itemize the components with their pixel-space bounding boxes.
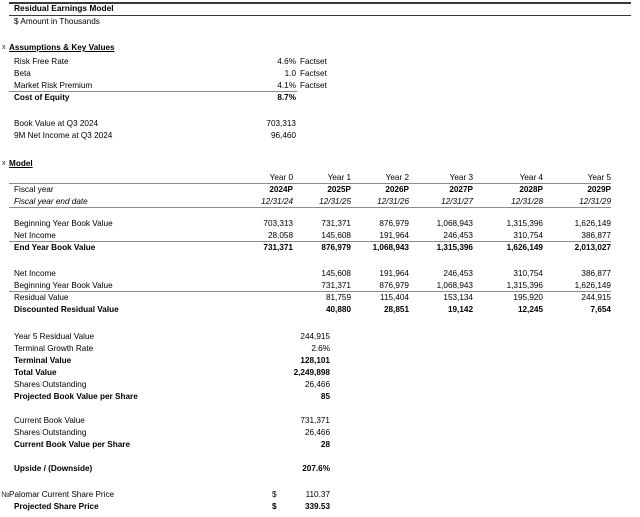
cell-ni2-4: 310,754 xyxy=(513,269,543,278)
table-row xyxy=(0,242,640,254)
row-value-market-risk-premium: 4.1% xyxy=(277,81,296,90)
cell-end-bv-3: 1,315,396 xyxy=(436,243,473,252)
row-value-current-book-value-per-share: 28 xyxy=(320,440,330,449)
row-value-cost-of-equity: 8.7% xyxy=(277,93,296,102)
table-row xyxy=(0,118,640,130)
row-label-current-book-value-per-share: Current Book Value per Share xyxy=(14,440,131,449)
cell-rv-4: 195,920 xyxy=(513,293,543,302)
cell-begin-bv-5: 1,626,149 xyxy=(574,219,611,228)
cell-begin-bv-2: 876,979 xyxy=(379,219,409,228)
row-source-market-risk-premium: Factset xyxy=(300,81,327,90)
row-label-shares-outstanding-1: Shares Outstanding xyxy=(14,380,87,389)
cell-fiscal-year-end-4: 12/31/28 xyxy=(511,197,543,206)
table-row xyxy=(0,355,640,367)
table-row xyxy=(0,56,640,68)
row-value-projected-share-price: 339.53 xyxy=(304,502,330,511)
cell-ni1-5: 386,877 xyxy=(581,231,611,240)
row-value-9m-net-income-q3-2024: 96,460 xyxy=(270,131,296,140)
table-row xyxy=(0,415,640,427)
cell-ni2-2: 191,964 xyxy=(379,269,409,278)
section-heading-assumptions: Assumptions & Key Values xyxy=(9,43,115,52)
row-label-palomar-current-share-price: Palomar Current Share Price xyxy=(9,490,115,499)
row-label-upside-downside: Upside / (Downside) xyxy=(14,464,93,473)
cell-ni2-5: 386,877 xyxy=(581,269,611,278)
row-label-total-value: Total Value xyxy=(14,368,57,377)
cell-fiscal-year-end-0: 12/31/24 xyxy=(261,197,293,206)
table-row xyxy=(0,343,640,355)
row-value-shares-outstanding-1: 26,466 xyxy=(304,380,330,389)
cell-fiscal-year-5: 2029P xyxy=(587,185,611,194)
cell-ni1-1: 145,608 xyxy=(321,231,351,240)
page-title: Residual Earnings Model xyxy=(14,3,114,13)
cell-ni1-4: 310,754 xyxy=(513,231,543,240)
row-label-projected-share-price: Projected Share Price xyxy=(14,502,99,511)
row-label-cost-of-equity: Cost of Equity xyxy=(14,93,70,102)
row-label-beta: Beta xyxy=(14,69,31,78)
table-row xyxy=(0,292,640,304)
row-label-current-book-value: Current Book Value xyxy=(14,416,85,425)
row-label-terminal-value: Terminal Value xyxy=(14,356,72,365)
row-label-beginning-year-book-value-2: Beginning Year Book Value xyxy=(14,281,113,290)
row-label-book-value-q3-2024: Book Value at Q3 2024 xyxy=(14,119,99,128)
row-label-net-income-1: Net Income xyxy=(14,231,56,240)
table-row xyxy=(0,130,640,142)
table-row xyxy=(0,331,640,343)
section-rule-model-top xyxy=(9,207,611,208)
cell-end-bv-1: 876,979 xyxy=(321,243,351,252)
table-row xyxy=(0,463,640,475)
row-label-fiscal-year: Fiscal year xyxy=(14,185,54,194)
cell-end-bv-4: 1,626,149 xyxy=(506,243,543,252)
cell-begin-bv-3: 1,068,943 xyxy=(436,219,473,228)
cell-fiscal-year-2: 2026P xyxy=(385,185,409,194)
row-label-end-year-book-value: End Year Book Value xyxy=(14,243,96,252)
cell-ni1-3: 246,453 xyxy=(443,231,473,240)
column-header-year-3: Year 3 xyxy=(449,173,473,182)
row-label-net-income-2: Net Income xyxy=(14,269,56,278)
table-row xyxy=(0,218,640,230)
row-label-residual-value: Residual Value xyxy=(14,293,69,302)
row-label-projected-book-value-per-share: Projected Book Value per Share xyxy=(14,392,138,401)
column-header-year-4: Year 4 xyxy=(519,173,543,182)
cell-fiscal-year-end-2: 12/31/26 xyxy=(377,197,409,206)
section-heading-model: Model xyxy=(9,159,33,168)
table-row xyxy=(0,379,640,391)
row-source-risk-free-rate: Factset xyxy=(300,57,327,66)
column-header-year-1: Year 1 xyxy=(327,173,351,182)
cell-drv-1: 40,880 xyxy=(325,305,351,314)
row-value-year-5-residual-value: 244,915 xyxy=(300,332,330,341)
cell-rv-5: 244,915 xyxy=(581,293,611,302)
row-label-beginning-year-book-value: Beginning Year Book Value xyxy=(14,219,113,228)
cell-fiscal-year-3: 2027P xyxy=(449,185,473,194)
cell-bbv2-1: 731,371 xyxy=(321,281,351,290)
row-value-upside-downside: 207.6% xyxy=(302,464,330,473)
row-label-discounted-residual-value: Discounted Residual Value xyxy=(14,305,119,314)
cell-rv-3: 153,134 xyxy=(443,293,473,302)
row-value-terminal-value: 128,101 xyxy=(300,356,330,365)
row-source-beta: Factset xyxy=(300,69,327,78)
currency-symbol-projected-share-price: $ xyxy=(272,502,277,511)
table-row xyxy=(0,439,640,451)
table-row xyxy=(0,367,640,379)
row-value-shares-outstanding-2: 26,466 xyxy=(304,428,330,437)
row-label-year-5-residual-value: Year 5 Residual Value xyxy=(14,332,95,341)
table-row xyxy=(0,268,640,280)
row-label-shares-outstanding-2: Shares Outstanding xyxy=(14,428,87,437)
cell-bbv2-5: 1,626,149 xyxy=(574,281,611,290)
table-row xyxy=(0,501,640,513)
row-label-terminal-growth-rate: Terminal Growth Rate xyxy=(14,344,94,353)
cell-end-bv-2: 1,068,943 xyxy=(372,243,409,252)
cell-fiscal-year-end-1: 12/31/25 xyxy=(319,197,351,206)
table-row xyxy=(0,68,640,80)
cell-fiscal-year-1: 2025P xyxy=(327,185,351,194)
cell-rv-2: 115,404 xyxy=(380,293,409,302)
row-value-total-value: 2,249,898 xyxy=(293,368,330,377)
cell-bbv2-4: 1,315,396 xyxy=(506,281,543,290)
cell-begin-bv-4: 1,315,396 xyxy=(506,219,543,228)
row-label-fiscal-year-end-date: Fiscal year end date xyxy=(14,197,88,206)
cell-fiscal-year-end-5: 12/31/29 xyxy=(579,197,611,206)
cell-drv-4: 12,245 xyxy=(517,305,543,314)
cell-begin-bv-0: 703,313 xyxy=(263,219,293,228)
row-value-terminal-growth-rate: 2.6% xyxy=(311,344,330,353)
cell-bbv2-3: 1,068,943 xyxy=(436,281,473,290)
column-header-year-0: Year 0 xyxy=(269,173,293,182)
collapse-marker-model[interactable]: x xyxy=(2,160,6,167)
cell-end-bv-0: 731,371 xyxy=(263,243,293,252)
page-subtitle: $ Amount in Thousands xyxy=(14,17,100,26)
column-header-year-5: Year 5 xyxy=(587,173,611,182)
row-value-book-value-q3-2024: 703,313 xyxy=(266,119,296,128)
table-row xyxy=(0,92,640,104)
row-value-projected-book-value-per-share: 85 xyxy=(320,392,330,401)
row-value-risk-free-rate: 4.6% xyxy=(277,57,296,66)
table-row xyxy=(0,184,640,196)
table-row xyxy=(0,489,640,501)
cell-ni1-2: 191,964 xyxy=(379,231,409,240)
cell-fiscal-year-end-3: 12/31/27 xyxy=(441,197,473,206)
row-value-palomar-current-share-price: 110.37 xyxy=(305,490,330,499)
cell-bbv2-2: 876,979 xyxy=(379,281,409,290)
cell-end-bv-5: 2,013,027 xyxy=(574,243,611,252)
table-row xyxy=(0,427,640,439)
row-label-market-risk-premium: Market Risk Premium xyxy=(14,81,93,90)
row-label-9m-net-income-q3-2024: 9M Net Income at Q3 2024 xyxy=(14,131,113,140)
cell-rv-1: 81,759 xyxy=(325,293,351,302)
cell-fiscal-year-0: 2024P xyxy=(269,185,293,194)
cell-ni2-1: 145,608 xyxy=(321,269,351,278)
cell-drv-5: 7,654 xyxy=(590,305,611,314)
row-value-beta: 1.0 xyxy=(284,69,296,78)
currency-symbol-current-share-price: $ xyxy=(272,490,277,499)
row-label-risk-free-rate: Risk Free Rate xyxy=(14,57,69,66)
cell-fiscal-year-4: 2028P xyxy=(519,185,543,194)
collapse-marker-assumptions[interactable]: x xyxy=(2,44,6,51)
cell-begin-bv-1: 731,371 xyxy=(321,219,351,228)
table-row xyxy=(0,391,640,403)
table-row xyxy=(0,304,640,316)
truncated-glyph-icon: № xyxy=(1,490,10,499)
cell-drv-2: 28,851 xyxy=(383,305,409,314)
column-header-year-2: Year 2 xyxy=(385,173,409,182)
cell-drv-3: 19,142 xyxy=(447,305,473,314)
row-value-current-book-value: 731,371 xyxy=(300,416,330,425)
cell-ni2-3: 246,453 xyxy=(443,269,473,278)
cell-ni1-0: 28,058 xyxy=(267,231,293,240)
